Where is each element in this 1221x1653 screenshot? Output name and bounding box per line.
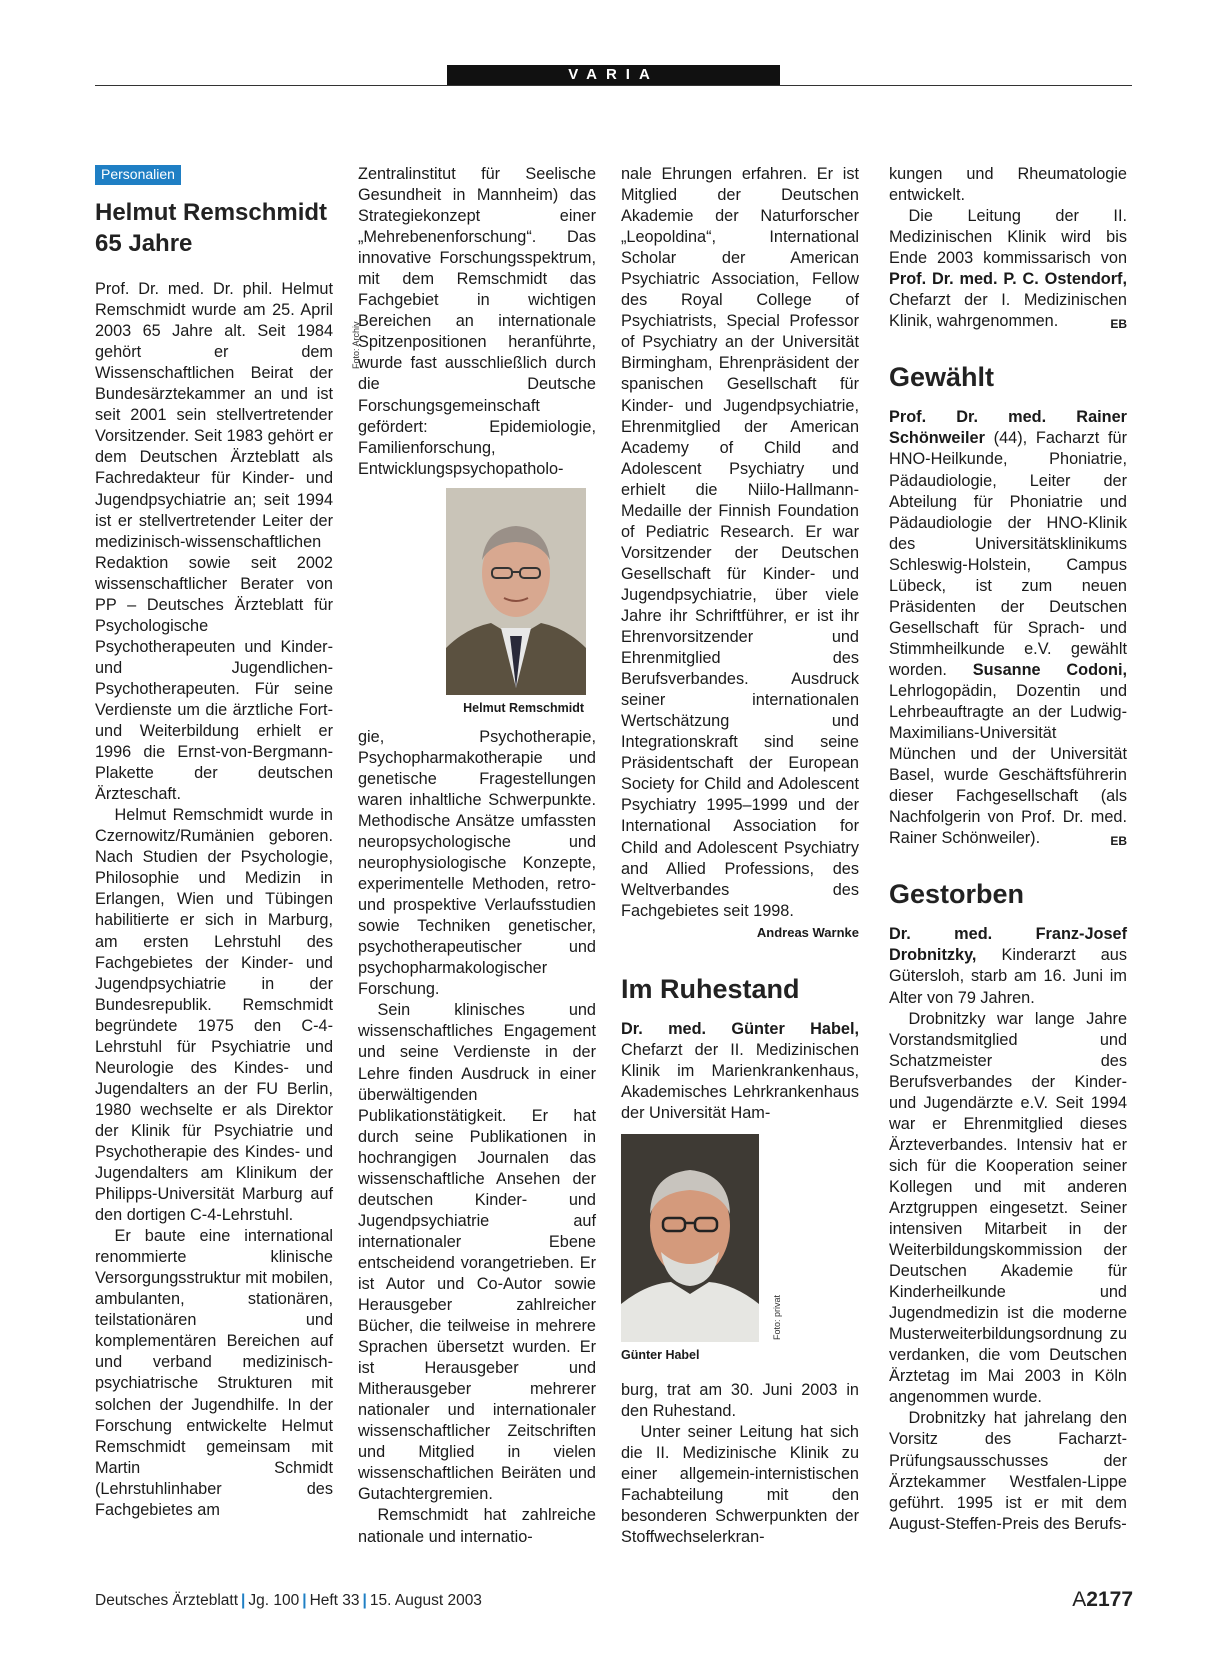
- headline-line-1: Helmut Remschmidt: [95, 199, 328, 227]
- paragraph: Zentralinstitut für Seelische Gesundheit in Mannheim) das Strategiekonzept einer „Mehrebenenforschung“. Das innovative Forschungsspektrum, mit dem Remschmidt das Fachgebiet in wichtigen Bereichen an internationale Spitzenpositionen heranführte, wurde fast ausschließlich durch die Deutsche Forschungsgemeinschaft gefördert: Epidemiologie, Familienforschung, Entwicklungspsychopatholo-: [358, 165, 596, 478]
- page-footer: [95, 1592, 482, 1610]
- paragraph: Remschmidt hat zahlreiche nationale und internatio-: [358, 1506, 596, 1546]
- portrait-habel: [621, 1134, 759, 1342]
- issue-date: 15. August 2003: [369, 1592, 482, 1609]
- paragraph: Die Leitung der II. Medizinischen Klinik wird bis Ende 2003 kommissarisch von Prof. Dr. med. P. C. Ostendorf, Chefarzt der I. Medizinischen Klinik, wahrgenommen. EB: [889, 206, 1127, 332]
- journal-name: Deutsches Ärzteblatt: [95, 1592, 239, 1609]
- author-signature: EB: [1110, 834, 1127, 849]
- author-signature: EB: [1110, 317, 1127, 332]
- paragraph: Sein klinisches und wissenschaftliches Engagement und seine Verdienste in der Lehre finden Ausdruck in einer überwältigenden Publikationstätigkeit. Er hat durch seine Publikationen in hochrangigen Journalen das wissenschaftliche Ansehen der deutschen Kinder- und Jugendpsychiatrie auf internationaler Ebene entscheidend vorangetrieben. Er ist Autor und Co-Autor sowie Herausgeber zahlreicher Bücher, die teilweise in mehrere Sprachen übersetzt wurden. Er ist Herausgeber und Mitherausgeber mehrerer nationaler und internationaler wissenschaftlicher Zeitschriften und Mitglied in vielen wissenschaftlichen Beiräten und Gutachtergremien.: [358, 1001, 596, 1504]
- paragraph: burg, trat am 30. Juni 2003 in den Ruhestand.: [621, 1381, 859, 1421]
- paragraph: Dr. med. Günter Habel, Chefarzt der II. Medizinischen Klinik im Marienkrankenhaus, Akademisches Lehrkrankenhaus der Universität Ham-: [621, 1019, 859, 1122]
- header-rule: [95, 85, 1132, 86]
- column-1: [95, 164, 333, 1521]
- paragraph: Prof. Dr. med. Rainer Schönweiler (44), Facharzt für HNO-Heilkunde, Phoniatrie, Pädaudiologie, Leiter der Abteilung für Phoniatrie und Pädaudiologie der HNO-Klinik des Universitätsklinikums Schleswig-Holstein, Campus Lübeck, ist zum neuen Präsidenten der Deutschen Gesellschaft für Sprach- und Stimmheilkunde e.V. gewählt worden. Susanne Codoni, Lehrlogopädin, Dozentin und Lehrbeauftragte an der Ludwig-Maximilians-Universität München und der Universität Basel, wurde Geschäftsführerin dieser Fachgesellschaft (als Nachfolgerin von Prof. Dr. med. Rainer Schönweiler). EB: [889, 407, 1127, 849]
- person-name: Dr. med. Günter Habel,: [621, 1019, 859, 1038]
- paragraph: Er baute eine international renommierte klinische Versorgungsstruktur mit mobilen, ambulanten, stationären, teilstationären und komplementären Bereichen auf und verband medizinisch-psychiatrische Strukturen mit solchen der Jugendhilfe. In der Forschung entwickelte Helmut Remschmidt gemeinsam mit Martin Schmidt (Lehrstuhlinhaber des Fachgebietes am: [95, 1227, 333, 1519]
- footer-separator: |: [302, 1592, 307, 1609]
- photo-credit: Foto: privat: [772, 1294, 782, 1340]
- portrait-photo: [446, 488, 586, 695]
- footer-separator: |: [241, 1592, 246, 1609]
- photo-credit: Foto: Archiv: [351, 321, 361, 369]
- section-label: VARIA: [447, 65, 780, 85]
- footer-separator: |: [362, 1592, 367, 1609]
- person-name: Prof. Dr. med. Rainer Schönweiler: [889, 408, 1127, 448]
- article-headline: [95, 197, 333, 259]
- section-heading: Gewählt: [889, 362, 995, 393]
- person-name: Susanne Codoni,: [972, 660, 1127, 679]
- paragraph: kungen und Rheumatologie entwickelt.: [889, 165, 1127, 205]
- paragraph: Drobnitzky hat jahrelang den Vorsitz des Facharzt-Prüfungsausschusses der Ärztekammer Westfalen-Lippe geführt. 1995 ist er mit dem August-Steffen-Preis des Berufs-: [889, 1409, 1127, 1533]
- section-heading: Gestorben: [889, 879, 1025, 910]
- volume: Jg. 100: [248, 1592, 300, 1609]
- category-badge: Personalien: [95, 165, 181, 185]
- paragraph: gie, Psychotherapie, Psychopharmakotherapie und genetische Fragestellungen waren inhaltliche Schwerpunkte. Methodische Ansätze umfassten neuropsychologische und neurophysiologische Konzepte, experimentelle Methoden, retro- und prospektive Verlaufsstudien sowie Techniken genetischer, psychotherapeutischer und psychopharmakologischer Forschung.: [358, 727, 596, 999]
- paragraph: Unter seiner Leitung hat sich die II. Medizinische Klinik zu einer allgemein-internistischen Fachabteilung mit den besonderen Schwerpunkten der Stoffwechselerkran-: [621, 1423, 859, 1547]
- paragraph: Prof. Dr. med. Dr. phil. Helmut Remschmidt wurde am 25. April 2003 65 Jahre alt. Seit 1984 gehört er dem Wissenschaftlichen Beirat der Bundesärztekammer an und ist seit 2001 sein stellvertretender Vorsitzender. Seit 1983 gehört er dem Deutschen Ärzteblatt als Fachredakteur für Kinder- und Jugendpsychiatrie an; seit 1994 ist er stellvertretender Leiter der medizinisch-wissenschaftlichen Redaktion sowie seit 2002 wissenschaftlicher Berater von PP – Deutsches Ärzteblatt für Psychologische Psychotherapeuten und Kinder- und Jugendlichen-Psychotherapeuten. Für seine Verdienste um die ärztliche Fort- und Weiterbildung erhielt er 1996 die Ernst-von-Bergmann-Plakette der deutschen Ärzteschaft.: [95, 280, 333, 804]
- column-2: [351, 164, 596, 1548]
- photo-figure: [621, 1134, 859, 1366]
- column-4: [889, 164, 1127, 1535]
- portrait-photo: [621, 1134, 759, 1342]
- person-name: Dr. med. Franz-Josef Drobnitzky,: [889, 925, 1127, 965]
- portrait-remschmidt: [446, 488, 586, 695]
- author-signature: Andreas Warnke: [756, 924, 859, 940]
- issue: Heft 33: [309, 1592, 360, 1609]
- photo-caption: Günter Habel: [621, 1347, 700, 1362]
- paragraph: Drobnitzky war lange Jahre Vorstandsmitglied und Schatzmeister des Berufsverbandes der Kinder- und Jugendärzte e.V. Seit 1994 war er Ehrenmitglied dieses Ärzteverbandes. Intensiv hat er sich für die Kooperation seiner Kollegen und mit anderen Arztgruppen eingesetzt. Seiner intensiven Mitarbeit in der Weiterbildungskommission der Deutschen Akademie für Kinderheilkunde und Jugendmedizin ist die moderne Musterweiterbildungsordnung zu verdanken, die vom Deutschen Ärztetag im Mai 2003 in Köln angenommen wurde.: [889, 1009, 1127, 1407]
- paragraph: nale Ehrungen erfahren. Er ist Mitglied der Deutschen Akademie der Naturforscher „Leopoldina“, International Scholar der American Psychiatric Association, Fellow des Royal College of Psychiatrists, Special Professor of Psychiatry an der Universität Birmingham, Ehrenpräsident der spanischen Gesellschaft für Kinder- und Jugendpsychiatrie, Ehrenmitglied der American Academy of Child and Adolescent Psychiatry und erhielt die Niilo-Hallmann-Medaille der Finnish Foundation of Pediatric Research. Er war Vorsitzender der Deutschen Gesellschaft für Kinder- und Jugendpsychiatrie, über viele Jahre ihr Schriftführer, er ist ihr Ehrenvorsitzender und Ehrenmitglied des Berufsverbandes. Ausdruck seiner internationalen Wertschätzung und Integrationskraft sind seine Präsidentschaft der European Society for Child and Adolescent Psychiatry 1995–1999 und der International Association for Child and Adolescent Psychiatry and Allied Professions, des Weltverbandes des Fachgebietes seit 1998. Andreas Warnke: [621, 164, 859, 922]
- paragraph: Helmut Remschmidt wurde in Czernowitz/Rumänien geboren. Nach Studien der Psychologie, Philosophie und Medizin in Erlangen, Wien und Tübingen habilitierte er sich in Marburg, am ersten Lehrstuhl des Fachgebietes der Kinder- und Jugendpsychiatrie in der Bundesrepublik. Remschmidt begründete 1975 den C-4-Lehrstuhl für Psychiatrie und Neurologie des Kindes- und Jugendalters an der FU Berlin, 1980 wechselte er als Direktor der Klinik für Psychiatrie und Psychotherapie des Kindes- und Jugendalters am Klinikum der Philipps-Universität Marburg auf den dortigen C-4-Lehrstuhl.: [95, 806, 333, 1225]
- page-number: A2177: [1072, 1588, 1133, 1611]
- headline-line-2: 65 Jahre: [95, 230, 193, 258]
- photo-caption: Helmut Remschmidt: [463, 700, 584, 715]
- section-heading: Im Ruhestand: [621, 973, 800, 1004]
- column-3: [621, 164, 859, 1548]
- person-name: Prof. Dr. med. P. C. Ostendorf,: [889, 270, 1127, 289]
- paragraph: Dr. med. Franz-Josef Drobnitzky, Kinderarzt aus Gütersloh, starb am 16. Juni im Alter von 79 Jahren.: [889, 925, 1127, 1007]
